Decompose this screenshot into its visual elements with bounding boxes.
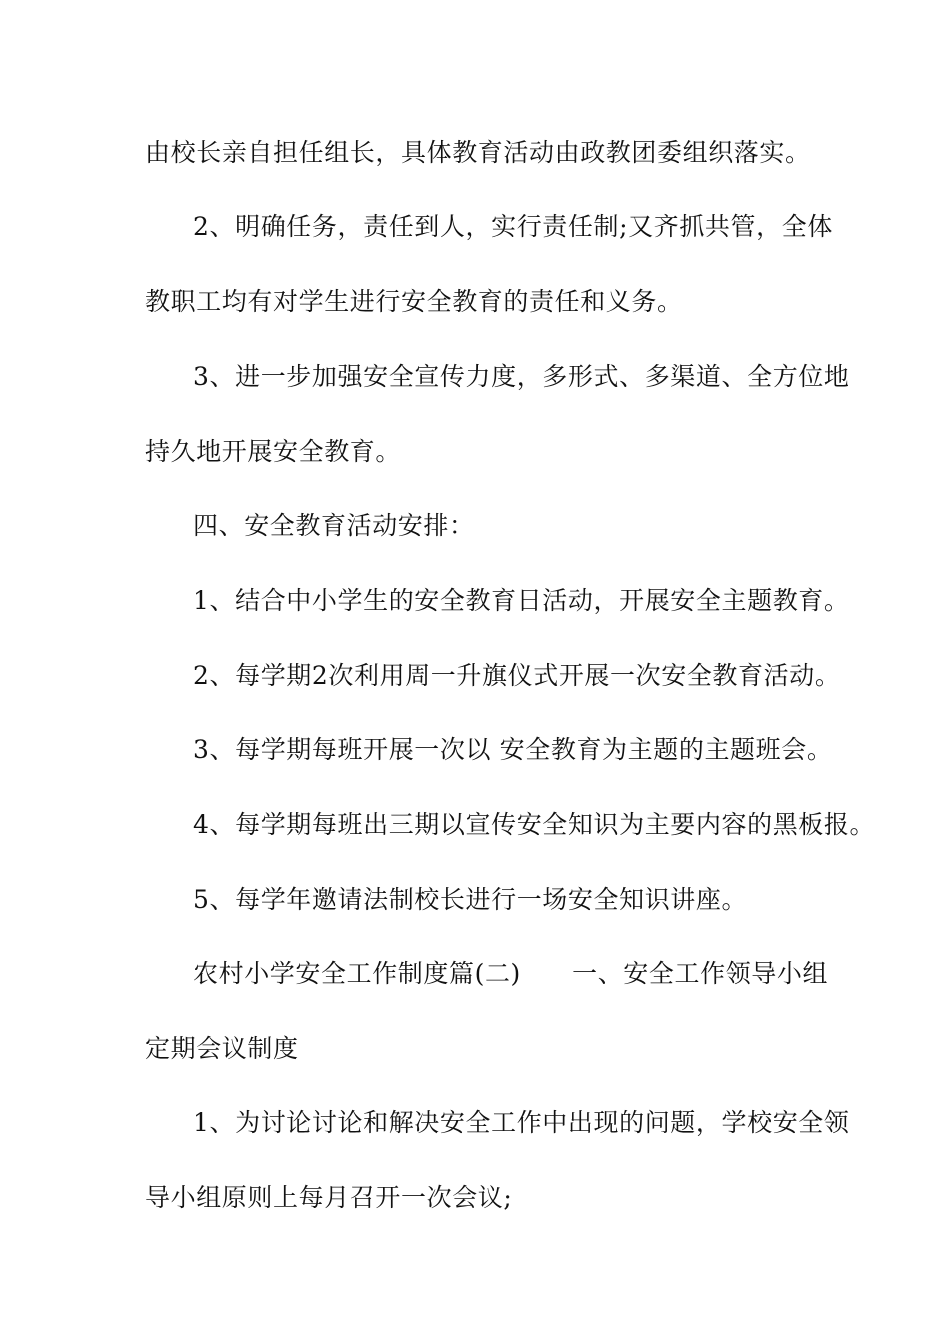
text-line: 4、每学期每班出三期以宣传安全知识为主要内容的黑板报。 (193, 810, 876, 839)
text-line: 由校长亲自担任组长，具体教育活动由政教团委组织落实。 (145, 138, 811, 167)
text-line: 1、为讨论讨论和解决安全工作中出现的问题，学校安全领 (193, 1108, 850, 1137)
text-line: 2、每学期2次利用周一升旗仪式开展一次安全教育活动。 (193, 661, 841, 690)
chapter-heading: 农村小学安全工作制度篇(二) 一、安全工作领导小组 (193, 959, 829, 988)
text-line: 导小组原则上每月召开一次会议; (145, 1183, 513, 1212)
section-heading: 四、安全教育活动安排： (193, 511, 475, 540)
text-line: 1、结合中小学生的安全教育日活动，开展安全主题教育。 (193, 586, 850, 615)
text-line: 教职工均有对学生进行安全教育的责任和义务。 (145, 287, 683, 316)
text-line: 2、明确任务，责任到人，实行责任制;又齐抓共管，全体 (193, 212, 833, 241)
text-line: 持久地开展安全教育。 (145, 437, 402, 466)
text-line: 5、每学年邀请法制校长进行一场安全知识讲座。 (193, 885, 748, 914)
text-line: 3、每学期每班开展一次以 安全教育为主题的主题班会。 (193, 735, 833, 764)
text-line: 定期会议制度 (145, 1034, 299, 1063)
text-line: 3、进一步加强安全宣传力度，多形式、多渠道、全方位地 (193, 362, 850, 391)
